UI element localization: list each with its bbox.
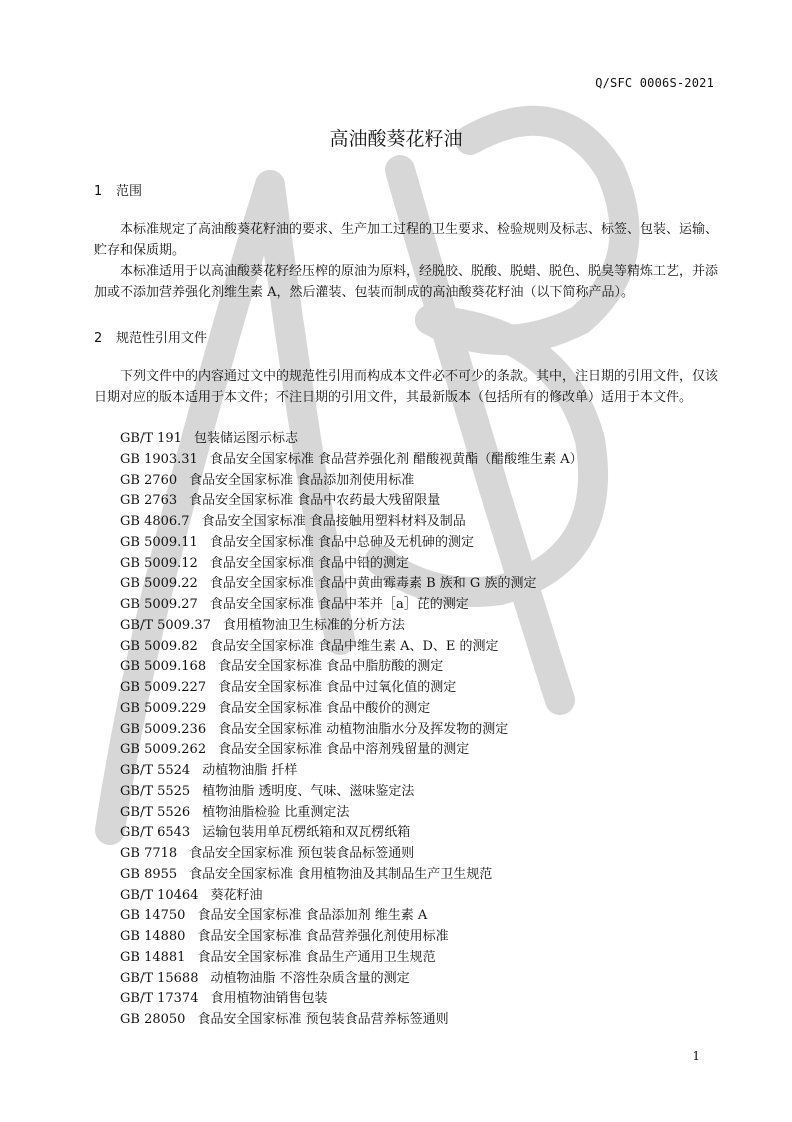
section-number: 2 (94, 331, 103, 346)
reference-code: GB 4806.7 (120, 514, 190, 529)
reference-item (120, 865, 583, 886)
reference-title: 食品安全国家标准 食品营养强化剂使用标准 (197, 929, 449, 944)
reference-item (120, 761, 583, 782)
reference-code: GB 5009.262 (120, 742, 207, 758)
standard-code: Q/SFC 0006S-2021 (595, 76, 714, 90)
paragraph: 本标准适用于以高油酸葵花籽经压榨的原油为原料，经脱胶、脱酸、脱蜡、脱色、脱臭等精炼工艺，并添加或不添加营养强化剂维生素 A，然后灌装、包装而制成的高油酸葵花籽油（以下简称产品）。 (94, 264, 719, 300)
reference-code: GB 1903.31 (120, 451, 198, 467)
reference-code: GB/T 5525 (120, 783, 191, 799)
reference-item (120, 927, 583, 948)
reference-title: 食品安全国家标准 食品中苯并［a］芘的测定 (209, 597, 469, 612)
reference-item (120, 616, 583, 637)
reference-code: GB 28050 (120, 1012, 186, 1027)
page-number: 1 (692, 1049, 700, 1063)
reference-title: 食品安全国家标准 预包装食品营养标签通则 (197, 1012, 449, 1027)
paragraph: 下列文件中的内容通过文中的规范性引用而构成本文件必不可少的条款。其中，注日期的引用文件，仅该日期对应的版本适用于本文件；不注日期的引用文件，其最新版本（包括所有的修改单）适用于本文件。 (94, 369, 719, 405)
reference-title: 食品安全国家标准 食品中酸价的测定 (218, 700, 431, 716)
reference-item (120, 740, 583, 761)
reference-item (120, 886, 583, 907)
paragraph: 本标准规定了高油酸葵花籽油的要求、生产加工过程的卫生要求、检验规则及标志、标签、包装、运输、贮存和保质期。 (94, 222, 719, 258)
reference-code: GB 5009.11 (120, 534, 198, 550)
reference-title: 食用植物油销售包装 (210, 991, 328, 1007)
reference-item (120, 491, 583, 512)
reference-item (120, 969, 583, 990)
reference-code: GB/T 5526 (120, 804, 191, 820)
reference-title: 食品安全国家标准 食品中维生素 A、D、E 的测定 (209, 638, 499, 654)
reference-title: 食品安全国家标准 食品中脂肪酸的测定 (218, 659, 444, 675)
reference-item (120, 844, 583, 865)
reference-item (120, 989, 583, 1010)
reference-code: GB/T 6543 (120, 825, 191, 841)
section-number: 1 (94, 184, 103, 199)
reference-code: GB/T 17374 (120, 991, 199, 1007)
reference-code: GB 5009.168 (120, 659, 207, 675)
reference-code: GB 5009.227 (120, 680, 207, 695)
reference-title: 食品安全国家标准 动植物油脂水分及挥发物的测定 (218, 721, 509, 737)
reference-title: 食品安全国家标准 食品中过氧化值的测定 (218, 680, 457, 695)
reference-title: 食品安全国家标准 食品中农药最大残留限量 (189, 493, 441, 509)
reference-title: 葵花籽油 (210, 887, 263, 903)
reference-code: GB/T 191 (120, 431, 182, 446)
reference-title: 植物油脂检验 比重测定法 (202, 804, 350, 820)
reference-item (120, 823, 583, 844)
reference-item (120, 595, 583, 616)
reference-title: 食品安全国家标准 食品中溶剂残留量的测定 (218, 742, 470, 758)
reference-title: 食品安全国家标准 食用植物油及其制品生产卫生规范 (189, 866, 493, 882)
section-heading-scope (94, 180, 142, 199)
reference-code: GB 5009.12 (120, 555, 198, 571)
reference-item (120, 1010, 583, 1031)
reference-title: 动植物油脂 扦样 (202, 763, 298, 778)
reference-code: GB/T 10464 (120, 887, 199, 903)
reference-code: GB 5009.82 (120, 638, 198, 654)
reference-title: 食品安全国家标准 食品中黄曲霉毒素 B 族和 G 族的测定 (209, 576, 537, 592)
reference-title: 包装储运图示标志 (193, 431, 298, 446)
reference-code: GB 2760 (120, 472, 178, 488)
reference-item (120, 471, 583, 492)
reference-code: GB/T 5524 (120, 763, 191, 778)
reference-code: GB/T 5009.37 (120, 617, 211, 633)
section-title: 范围 (116, 184, 143, 199)
reference-title: 食品安全国家标准 食品营养强化剂 醋酸视黄酯（醋酸维生素 A） (209, 451, 583, 467)
reference-code: GB 8955 (120, 866, 178, 882)
reference-item (120, 678, 583, 699)
reference-title: 食品安全国家标准 食品中铅的测定 (209, 555, 409, 571)
reference-item (120, 450, 583, 471)
reference-title: 食品安全国家标准 食品中总砷及无机砷的测定 (209, 534, 474, 550)
reference-item (120, 782, 583, 803)
reference-item (120, 637, 583, 658)
reference-item (120, 512, 583, 533)
reference-code: GB 14750 (120, 908, 186, 924)
reference-item (120, 803, 583, 824)
reference-item (120, 554, 583, 575)
reference-list (120, 429, 583, 1031)
reference-code: GB 5009.236 (120, 721, 207, 737)
reference-code: GB 5009.22 (120, 576, 198, 592)
reference-item (120, 657, 583, 678)
reference-code: GB 5009.229 (120, 700, 207, 716)
reference-title: 植物油脂 透明度、气味、滋味鉴定法 (202, 783, 415, 799)
reference-code: GB 7718 (120, 846, 178, 861)
reference-item (120, 948, 583, 969)
reference-title: 运输包装用单瓦楞纸箱和双瓦楞纸箱 (202, 825, 411, 841)
reference-title: 食用植物油卫生标准的分析方法 (222, 617, 405, 633)
reference-item (120, 699, 583, 720)
reference-code: GB 14881 (120, 949, 186, 965)
reference-item (120, 429, 583, 450)
section-heading-normative-references (94, 327, 207, 346)
reference-item (120, 574, 583, 595)
reference-item (120, 533, 583, 554)
reference-item (120, 906, 583, 927)
reference-item (120, 720, 583, 741)
reference-code: GB 14880 (120, 929, 186, 944)
reference-code: GB 5009.27 (120, 597, 198, 612)
reference-title: 食品安全国家标准 食品生产通用卫生规范 (197, 949, 436, 965)
reference-code: GB/T 15688 (120, 970, 199, 986)
reference-title: 食品安全国家标准 食品添加剂 维生素 A (197, 908, 428, 924)
reference-title: 食品安全国家标准 预包装食品标签通则 (189, 846, 415, 861)
reference-title: 食品安全国家标准 食品接触用塑料材料及制品 (201, 514, 466, 529)
section-title: 规范性引用文件 (116, 331, 208, 346)
reference-title: 动植物油脂 不溶性杂质含量的测定 (210, 970, 410, 986)
reference-title: 食品安全国家标准 食品添加剂使用标准 (189, 472, 415, 488)
document-title: 高油酸葵花籽油 (329, 128, 463, 150)
reference-code: GB 2763 (120, 493, 178, 509)
